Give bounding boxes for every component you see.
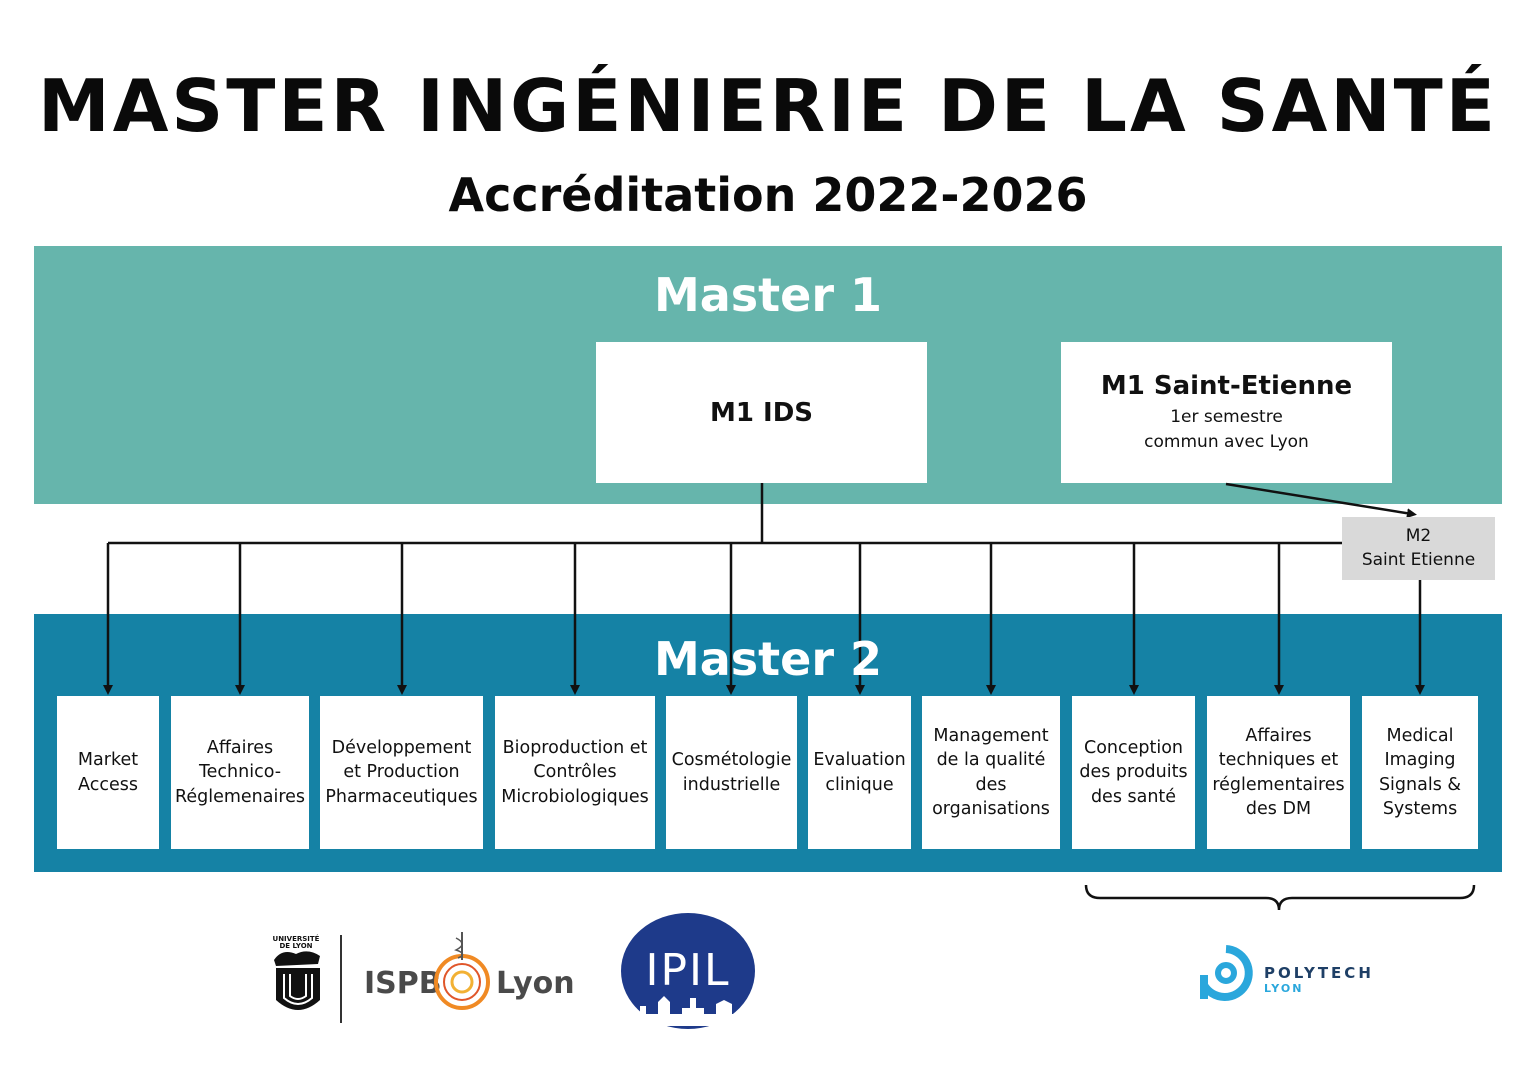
m2-box-line: Management [933, 725, 1049, 746]
m2-box-line: et Production [343, 762, 460, 783]
m2-box-line: Evaluation [813, 750, 906, 770]
m2-box-cosmetologie [666, 696, 797, 849]
m2-box-line: Access [78, 774, 138, 795]
m2-box-line: Réglemenaires [174, 786, 306, 807]
m2-box-line: organisations [932, 799, 1050, 819]
m2-box-line: Microbiologiques [501, 786, 649, 807]
m2-box-line: Medical [1386, 725, 1454, 746]
ispb-emblem-icon [426, 930, 498, 1025]
m1-ids-box [596, 342, 927, 483]
m1-saint-etienne-line2: commun avec Lyon [1144, 431, 1309, 452]
m2-box-line: des produits [1079, 762, 1188, 783]
m2-box-line: Contrôles [533, 762, 617, 783]
m2-saint-etienne-box [1342, 517, 1495, 580]
m2-box-line: Market [77, 750, 139, 770]
m2-box-affaires-technico [171, 696, 309, 849]
polytech-brace [1086, 885, 1474, 910]
m2-box-line: Pharmaceutiques [325, 786, 478, 807]
m2-box-line: Développement [331, 737, 472, 758]
m2-box-line: Cosmétologie [671, 750, 792, 770]
polytech-lyon-text: LYON [1264, 982, 1304, 995]
m2-box-line: Signals & [1378, 774, 1462, 795]
m2-box-evaluation [808, 696, 911, 849]
universite-lyon-text: UNIVERSITÉ DE LYON [272, 935, 320, 950]
page-subtitle: Accréditation 2022-2026 [448, 168, 1088, 222]
m2-box-market-access [57, 696, 159, 849]
m1-saint-etienne-title: M1 Saint-Etienne [1100, 370, 1353, 401]
m2-saint-etienne-line1: M2 [1405, 525, 1432, 546]
polytech-logo-icon [1198, 945, 1254, 1003]
ispb-lyon-text: Lyon [496, 966, 575, 1001]
m2-box-affaires-dm [1207, 696, 1350, 849]
m2-box-line: Imaging [1384, 750, 1456, 770]
m2-box-line: des DM [1245, 799, 1312, 819]
m1-ids-label: M1 IDS [710, 397, 813, 428]
m2-box-line: Bioproduction et [502, 737, 648, 758]
m2-box-line: industrielle [682, 774, 781, 795]
m2-box-management [922, 696, 1060, 849]
m2-box-line: des santé [1090, 786, 1177, 807]
logo-divider [340, 935, 344, 1023]
m2-box-conception [1072, 696, 1195, 849]
m2-box-line: clinique [825, 774, 894, 795]
m2-box-line: Affaires [1245, 725, 1312, 746]
m2-box-medical-imaging [1362, 696, 1478, 849]
master2-title: Master 2 [653, 632, 883, 686]
page-title: MASTER INGÉNIERIE DE LA SANTÉ [38, 64, 1498, 148]
ipil-skyline-icon [630, 990, 748, 1026]
m2-box-line: Affaires [206, 737, 274, 758]
m2-box-line: Systems [1382, 799, 1458, 819]
m1-saint-etienne-box [1061, 342, 1392, 483]
m2-box-line: réglementaires [1212, 774, 1345, 795]
m2-box-line: Technico- [198, 762, 282, 783]
m2-box-line: de la qualité [936, 750, 1046, 770]
ipil-text: IPIL [645, 945, 731, 996]
m2-saint-etienne-line2: Saint Etienne [1361, 549, 1476, 570]
polytech-text: POLYTECH [1264, 964, 1374, 982]
m2-box-line: techniques et [1218, 750, 1339, 770]
ispb-text: ISPB [364, 966, 442, 1001]
m2-box-line: des [975, 774, 1007, 795]
master1-title: Master 1 [653, 268, 883, 322]
m1-saint-etienne-line1: 1er semestre [1170, 406, 1283, 427]
m2-box-developpement [320, 696, 483, 849]
m2-box-bioproduction [495, 696, 655, 849]
m2-box-line: Conception [1083, 737, 1184, 758]
